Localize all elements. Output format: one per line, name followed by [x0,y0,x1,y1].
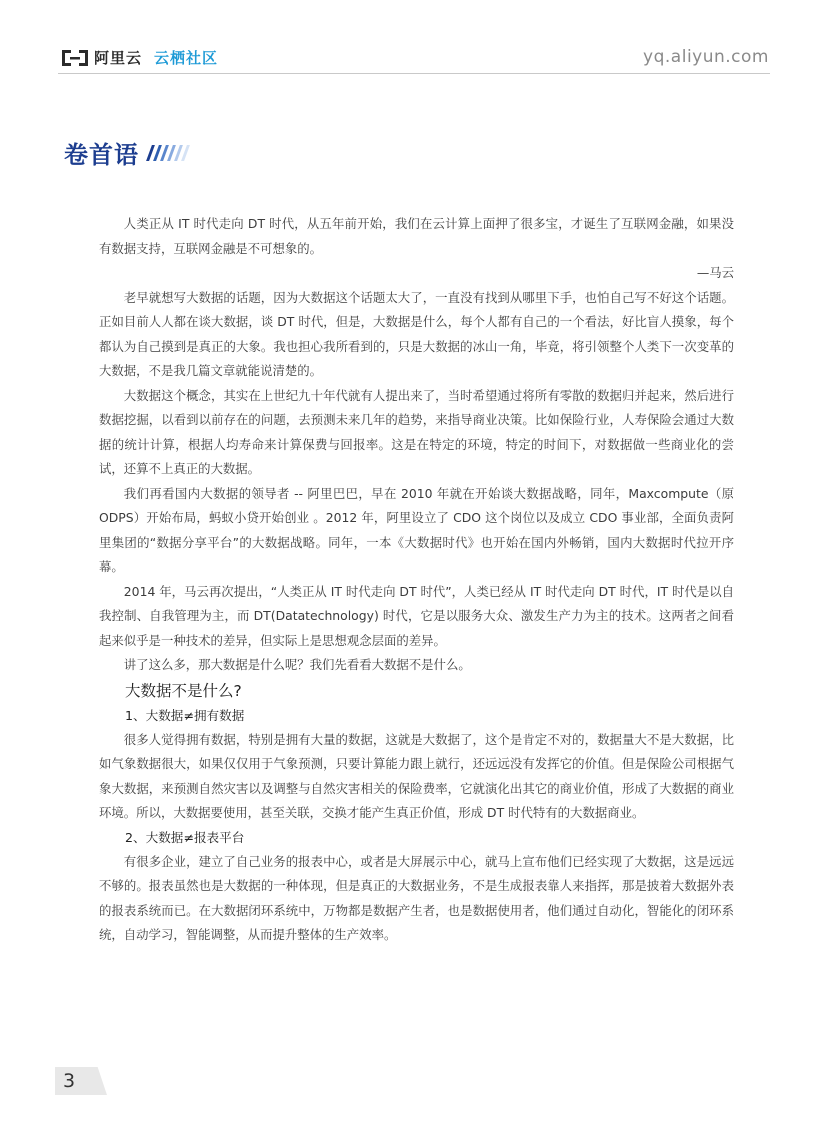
brand-sub-name: 云栖社区 [154,49,219,67]
aliyun-logo-icon [60,48,90,68]
site-url[interactable]: yq.aliyun.com [643,47,769,67]
paragraph: 2014 年，马云再次提出，“人类正从 IT 时代走向 DT 时代”，人类已经从 IT 时代走向 DT 时代，IT 时代是以自我控制、自我管理为主，而 DT(Datatechnology) 时代，它是以服务大众、激发生产力为主的技术。这两者之间看起来似乎是一种技术的差异，但实际上是思想观念层面的差异。 [99,583,734,648]
page-number: 3 [63,1070,76,1092]
aliyun-logo[interactable] [60,47,218,68]
opening-quote: 人类正从 IT 时代走向 DT 时代，从五年前开始，我们在云计算上面押了很多宝，才诞生了互联网金融，如果没有数据支持，互联网金融是不可想象的。 [99,216,734,256]
paragraph: 很多人觉得拥有数据，特别是拥有大量的数据，这就是大数据了，这个是肯定不对的，数据量大不是大数据，比如气象数据很大，如果仅仅用于气象预测，只要计算能力跟上就行，还远远没有发挥它的价值。但是保险公司根据气象大数据，来预测自然灾害以及调整与自然灾害相关的保险费率，它就演化出其它的商业价值，形成了大数据的商业环境。所以，大数据要使用，甚至关联，交换才能产生真正价值，形成 DT 时代特有的大数据商业。 [99,731,734,820]
paragraph: 老早就想写大数据的话题，因为大数据这个话题太大了，一直没有找到从哪里下手，也怕自己写不好这个话题。正如目前人人都在谈大数据，谈 DT 时代，但是，大数据是什么，每个人都有自己的一个看法，好比盲人摸象，每个都认为自己摸到是真正的大象。我也担心我所看到的，只是大数据的冰山一角，毕竟，将引领整个人类下一次变革的大数据，不是我几篇文章就能说清楚的。 [99,289,734,378]
page-header [0,0,827,80]
subheading-2: 2、大数据≠报表平台 [125,829,245,845]
subheading-1: 1、大数据≠拥有数据 [125,707,245,723]
section-title-text: 卷首语 [64,141,139,169]
brand-name: 阿里云 [94,49,143,67]
paragraph: 大数据这个概念，其实在上世纪九十年代就有人提出来了，当时希望通过将所有零散的数据归并起来，然后进行数据挖掘，以看到以前存在的问题，去预测未来几年的趋势，来指导商业决策。比如保险行业，人寿保险会通过大数据的统计计算，根据人均寿命来计算保费与回报率。这是在特定的环境，特定的时间下，对数据做一些商业化的尝试，还算不上真正的大数据。 [99,387,734,476]
section-title [64,135,191,170]
header-divider [58,73,770,74]
slash-decoration [149,145,191,161]
quote-attribution: —马云 [696,265,734,280]
paragraph: 讲了这么多，那大数据是什么呢？我们先看看大数据不是什么。 [123,657,471,672]
paragraph: 有很多企业，建立了自己业务的报表中心，或者是大屏展示中心，就马上宣布他们已经实现了大数据，这是远远不够的。报表虽然也是大数据的一种体现，但是真正的大数据业务，不是生成报表靠人来指挥，那是披着大数据外表的报表系统而已。在大数据闭环系统中，万物都是数据产生者，也是数据使用者，他们通过自动化，智能化的闭环系统，自动学习，智能调整，从而提升整体的生产效率。 [99,853,734,942]
paragraph: 我们再看国内大数据的领导者 -- 阿里巴巴，早在 2010 年就在开始谈大数据战略，同年，Maxcompute（原 ODPS）开始布局，蚂蚁小贷开始创业 。2012 年，阿里设立了 CDO 这个岗位以及成立 CDO 事业部，全面负责阿里集团的“数据分享平台”的大数据战略。同年，一本《大数据时代》也开始在国内外畅销，国内大数据时代拉开序幕。 [99,485,734,574]
article-body [99,212,734,948]
subheading-not-big-data: 大数据不是什么? [125,681,242,700]
